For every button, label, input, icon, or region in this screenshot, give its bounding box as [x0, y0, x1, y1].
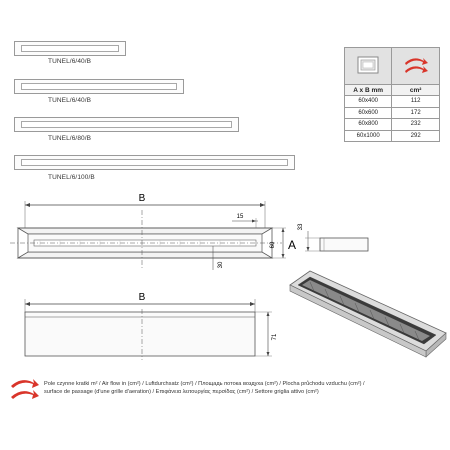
- product-label: TUNEL/6/40/B: [48, 58, 92, 65]
- legend-line: surface de passage (d'une grille d'aeration) / Επιφάνεια λειτουργίας περσίδας (cm²) / Settore griglia attivo (cm²): [44, 389, 319, 395]
- dim-b-label: B: [138, 292, 146, 303]
- dim-30-label: 30: [218, 261, 224, 269]
- vent-slot: [21, 159, 288, 166]
- product-label: TUNEL/6/100/B: [48, 174, 95, 181]
- airflow-legend: [44, 380, 444, 396]
- dim-71-label: 71: [272, 333, 278, 341]
- area-cell: 112: [392, 96, 440, 108]
- table-row: [345, 130, 440, 142]
- vent-outline-icon: [356, 55, 380, 75]
- vent-frame: [14, 79, 184, 94]
- airflow-table: [344, 47, 440, 142]
- airflow-arrows-icon: [402, 54, 430, 76]
- area-header: cm²: [392, 85, 440, 96]
- size-cell: 60x400: [345, 96, 392, 108]
- vent-frame: [14, 155, 295, 170]
- airflow-arrows-icon: [8, 374, 42, 404]
- product-label: TUNEL/6/80/B: [48, 135, 92, 142]
- legend-line: Pole czynne kratki m² / Air flow in (cm²) / Luftdurchsatz (cm²) / Площадь потока воздуха (cm²) / Plocha průchodu vzduchu (cm²) /: [44, 381, 365, 387]
- size-cell: 60x800: [345, 119, 392, 131]
- product-label: TUNEL/6/40/B: [48, 97, 92, 104]
- dim-b-label: B: [138, 193, 146, 204]
- dim-60-label: 60: [270, 241, 276, 249]
- vent-perspective-view: [280, 265, 450, 365]
- area-header-icon-cell: [392, 48, 440, 85]
- size-cell: 60x1000: [345, 130, 392, 142]
- front-view-drawing: [0, 285, 300, 365]
- area-cell: 172: [392, 107, 440, 119]
- table-row: [345, 96, 440, 108]
- table-row: [345, 119, 440, 131]
- size-header-icon-cell: [345, 48, 392, 85]
- vent-frame: [14, 117, 239, 132]
- vent-slot: [21, 83, 177, 90]
- vent-frame: [14, 41, 126, 56]
- vent-slot: [21, 45, 119, 52]
- vent-slot: [21, 121, 232, 128]
- dim-33-label: 33: [298, 223, 304, 231]
- size-cell: 60x600: [345, 107, 392, 119]
- table-row: [345, 107, 440, 119]
- dim-15-label: 15: [236, 214, 244, 220]
- dim-a-label: A: [288, 238, 297, 252]
- area-cell: 292: [392, 130, 440, 142]
- area-cell: 232: [392, 119, 440, 131]
- size-header: A x B mm: [345, 85, 392, 96]
